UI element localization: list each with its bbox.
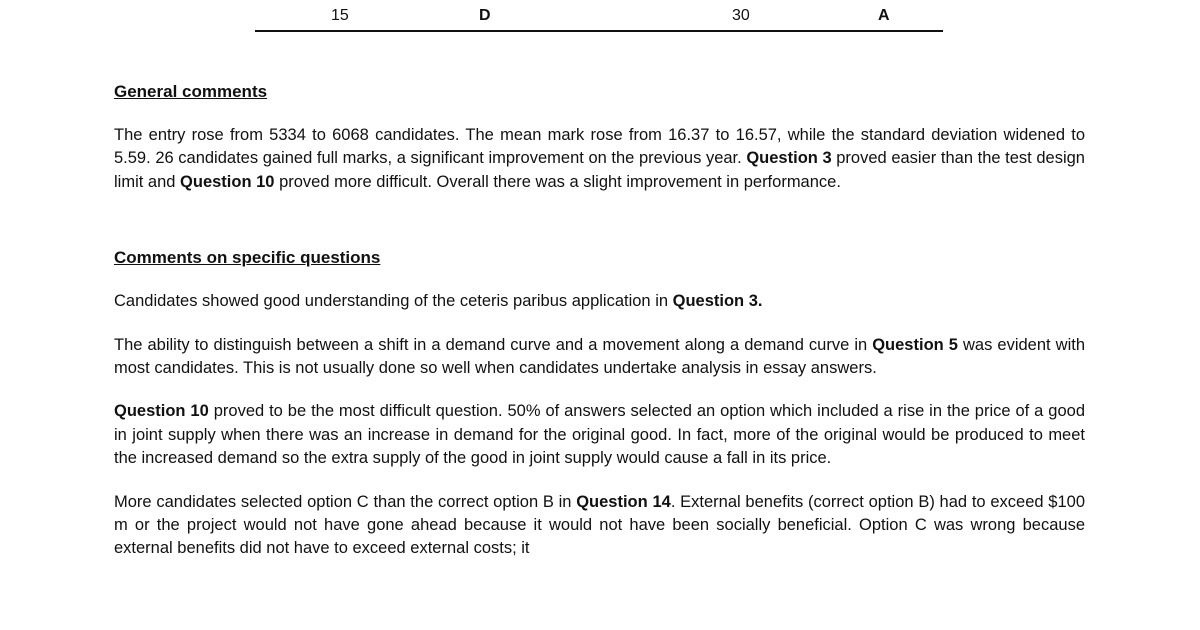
table-cell-key: D: [479, 7, 491, 24]
specific-comments-heading: Comments on specific questions: [114, 248, 381, 268]
question-ref: Question 3.: [672, 292, 763, 311]
text-span: The ability to distinguish between a shift in a demand curve and a movement along a demand curve in: [114, 335, 873, 354]
table-bottom-rule: [255, 30, 943, 32]
specific-paragraph-3: [114, 400, 1085, 470]
text-span: More candidates selected option C than the correct option B in: [114, 492, 577, 511]
specific-paragraph-4: [114, 491, 1085, 561]
text-span: The entry rose from 5334 to 6068 candidates. The mean mark rose from 16.37 to 16.57, while the standard deviation widened to 5.59. 26 candidates gained full marks, a significant improvement on the previous year.: [114, 126, 1085, 168]
table-cell-key: A: [878, 7, 890, 24]
question-ref: Question 5: [872, 335, 958, 354]
question-ref: Question 3: [746, 149, 832, 168]
text-span: Candidates showed good understanding of the ceteris paribus application in: [114, 292, 673, 311]
text-span: proved more difficult. Overall there was a slight improvement in performance.: [274, 172, 841, 191]
question-ref: Question 10: [114, 402, 209, 421]
specific-paragraph-2: [114, 334, 1085, 381]
text-span: proved easier than the test design limit and: [114, 149, 1085, 191]
document-body: [114, 80, 1085, 561]
table-cell-question: 15: [331, 7, 349, 24]
answer-table-row: [255, 4, 943, 28]
general-comments-paragraph: [114, 124, 1085, 194]
table-cell-question: 30: [732, 7, 750, 24]
general-comments-heading: General comments: [114, 82, 268, 101]
specific-paragraph-1: [114, 290, 1085, 313]
question-ref: Question 14: [576, 492, 671, 511]
text-span: proved to be the most difficult question. 50% of answers selected an option which included a rise in the price of a good in joint supply when there was an increase in demand for the original good. In fact, more of the original would be produced to meet the increased demand so the extra supply of the good in joint supply would cause a fall in its price.: [114, 402, 1085, 468]
text-span: was evident with most candidates. This is not usually done so well when candidates undertake analysis in essay answers.: [114, 335, 1085, 378]
question-ref: Question 10: [180, 172, 275, 191]
text-span: . External benefits (correct option B) had to exceed $100 m or the project would not have gone ahead because it would not have been socially beneficial. Option C was wrong because external benefits did not have to exceed external costs; it: [114, 492, 1085, 558]
